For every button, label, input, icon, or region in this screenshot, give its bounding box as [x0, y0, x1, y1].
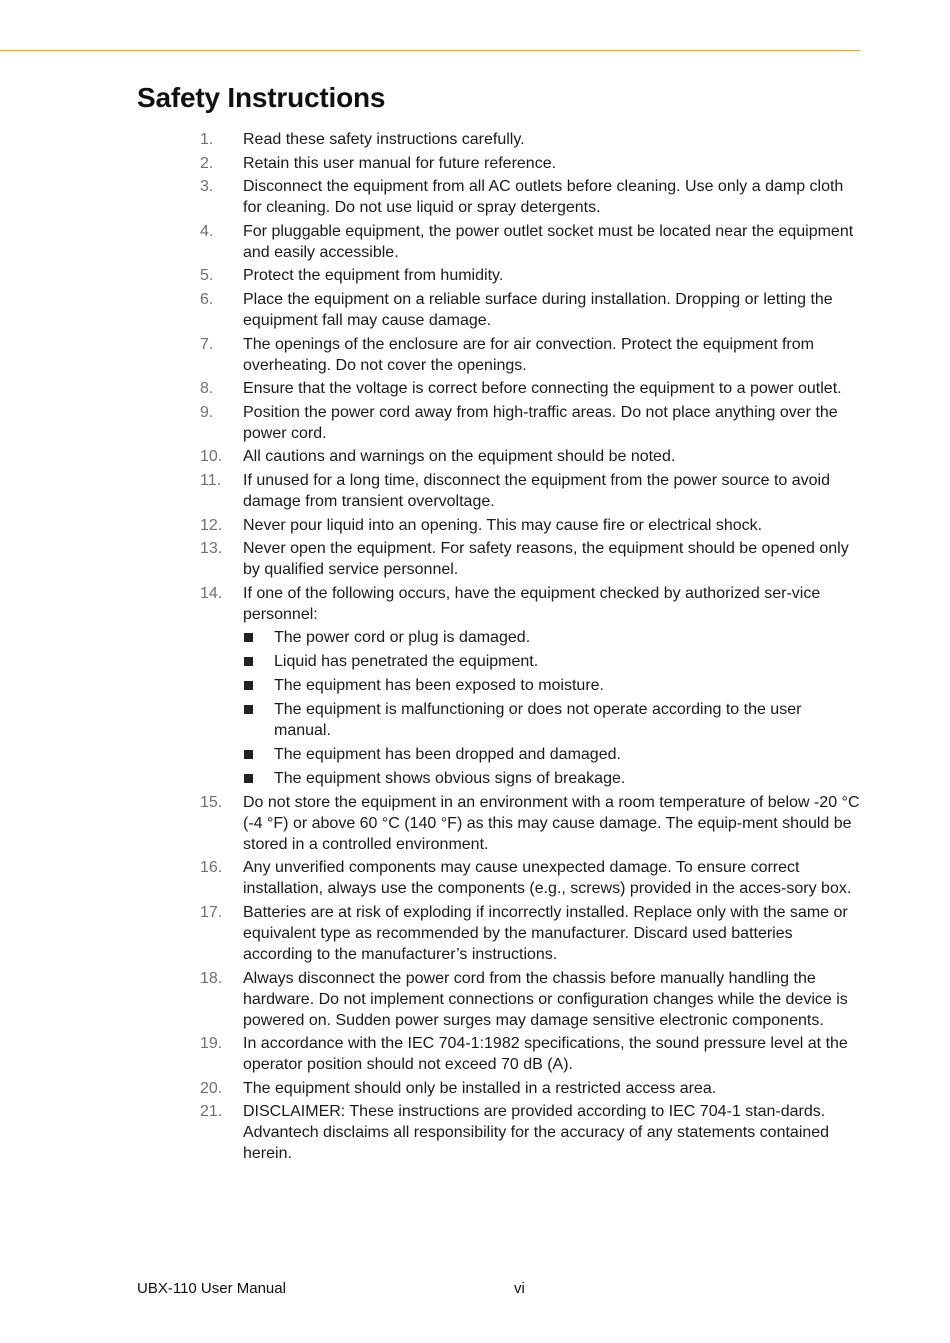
item-text: For pluggable equipment, the power outlet socket must be located near the equipment and easily accessible.: [243, 222, 854, 261]
square-bullet-icon: [244, 705, 253, 714]
list-item: [200, 538, 860, 580]
item-number: 14.: [200, 584, 223, 602]
list-item: [200, 968, 860, 1031]
item-number: 11.: [200, 471, 222, 489]
sub-item-text: The equipment has been exposed to moisture.: [274, 676, 604, 694]
item-text: DISCLAIMER: These instructions are provided according to IEC 704-1 stan-dards. Advantech disclaims all responsibility for the accuracy of any statements contained herein.: [243, 1103, 830, 1163]
item-text: Always disconnect the power cord from the chassis before manually handling the hardware. Do not implement connections or configuration changes while the device is powered on. Sudden power surges may damage sensitive electronic components.: [243, 969, 848, 1029]
item-text: All cautions and warnings on the equipment should be noted.: [243, 448, 676, 466]
item-text: The equipment should only be installed in a restricted access area.: [243, 1079, 717, 1097]
item-number: 4.: [200, 222, 214, 240]
item-text: Position the power cord away from high-traffic areas. Do not place anything over the power cord.: [243, 403, 838, 442]
item-text: In accordance with the IEC 704-1:1982 specifications, the sound pressure level at the operator position should not exceed 70 dB (A).: [243, 1035, 848, 1074]
list-item: [200, 446, 860, 467]
footer-manual-title: UBX-110 User Manual: [137, 1280, 286, 1297]
item-number: 8.: [200, 380, 214, 398]
item-text: Read these safety instructions carefully.: [243, 131, 525, 148]
safety-instructions-list: [200, 129, 860, 1167]
item-number: 10.: [200, 448, 223, 466]
square-bullet-icon: [244, 750, 253, 759]
list-item: [200, 583, 860, 789]
item-number: 19.: [200, 1035, 223, 1053]
list-item: [200, 1033, 860, 1075]
sub-list-item: [243, 627, 860, 648]
item-text: Disconnect the equipment from all AC outlets before cleaning. Use only a damp cloth for cleaning. Do not use liquid or spray detergents.: [243, 178, 844, 217]
list-item: [200, 857, 860, 899]
list-item: [200, 265, 860, 286]
footer-page-number: vi: [514, 1280, 525, 1297]
item-text: Protect the equipment from humidity.: [243, 267, 504, 285]
item-text: Any unverified components may cause unexpected damage. To ensure correct installation, always use the components (e.g., screws) provided in the acces-sory box.: [243, 859, 852, 898]
item-text: Batteries are at risk of exploding if incorrectly installed. Replace only with the same or equivalent type as recommended by the manufacturer. Discard used batteries according to the manufacturer’s instructions.: [243, 903, 848, 963]
list-item: [200, 1078, 860, 1099]
conditions-list: [243, 627, 860, 789]
list-item: [200, 334, 860, 376]
list-item: [200, 129, 860, 150]
list-item: [200, 289, 860, 331]
item-number: 3.: [200, 178, 214, 196]
item-number: 9.: [200, 403, 214, 421]
list-item: [200, 902, 860, 965]
item-text: The openings of the enclosure are for air convection. Protect the equipment from overheating. Do not cover the openings.: [243, 335, 814, 374]
square-bullet-icon: [244, 774, 253, 783]
item-number: 18.: [200, 969, 223, 987]
sub-list-item: [243, 651, 860, 672]
page-title: Safety Instructions: [137, 82, 386, 113]
list-item: [200, 515, 860, 536]
item-number: 13.: [200, 540, 223, 558]
list-item: [200, 378, 860, 399]
sub-item-text: The power cord or plug is damaged.: [274, 628, 531, 646]
list-item: [200, 1101, 860, 1164]
sub-list-item: [243, 675, 860, 696]
list-item: [200, 470, 860, 512]
item-number: 15.: [200, 793, 223, 811]
sub-list-item: [243, 699, 860, 741]
square-bullet-icon: [244, 657, 253, 666]
sub-item-text: The equipment is malfunctioning or does not operate according to the user manual.: [274, 700, 802, 739]
item-number: 5.: [200, 267, 214, 285]
item-number: 17.: [200, 903, 223, 921]
item-text: If one of the following occurs, have the equipment checked by authorized ser-vice personnel:: [243, 584, 821, 623]
list-item: [200, 176, 860, 218]
item-text: Do not store the equipment in an environment with a room temperature of below -20 °C (-4 °F) or above 60 °C (140 °F) as this may cause damage. The equip-ment should be stored in a controlled environment.: [243, 793, 860, 853]
item-text: If unused for a long time, disconnect the equipment from the power source to avoid damage from transient overvoltage.: [243, 471, 830, 510]
item-number: 20.: [200, 1079, 223, 1097]
item-text: Never pour liquid into an opening. This may cause fire or electrical shock.: [243, 516, 763, 534]
item-text: Retain this user manual for future reference.: [243, 154, 557, 172]
item-text: Place the equipment on a reliable surface during installation. Dropping or letting the equipment fall may cause damage.: [243, 290, 833, 329]
list-item: [200, 792, 860, 855]
sub-item-text: The equipment has been dropped and damaged.: [274, 745, 621, 763]
item-text: Ensure that the voltage is correct before connecting the equipment to a power outlet.: [243, 380, 842, 398]
item-number: 2.: [200, 154, 214, 172]
square-bullet-icon: [244, 681, 253, 690]
sub-list-item: [243, 744, 860, 765]
list-item: [200, 402, 860, 444]
sub-item-text: The equipment shows obvious signs of breakage.: [274, 769, 626, 787]
item-text: Never open the equipment. For safety reasons, the equipment should be opened only by qualified service personnel.: [243, 540, 849, 579]
sub-item-text: Liquid has penetrated the equipment.: [274, 652, 539, 670]
item-number: 1.: [200, 131, 214, 148]
item-number: 21.: [200, 1103, 223, 1121]
list-item: [200, 221, 860, 263]
square-bullet-icon: [244, 633, 253, 642]
sub-list-item: [243, 768, 860, 789]
item-number: 7.: [200, 335, 214, 353]
list-item: [200, 153, 860, 174]
header-rule: [0, 50, 860, 51]
item-number: 12.: [200, 516, 223, 534]
item-number: 6.: [200, 290, 214, 308]
item-number: 16.: [200, 859, 223, 877]
